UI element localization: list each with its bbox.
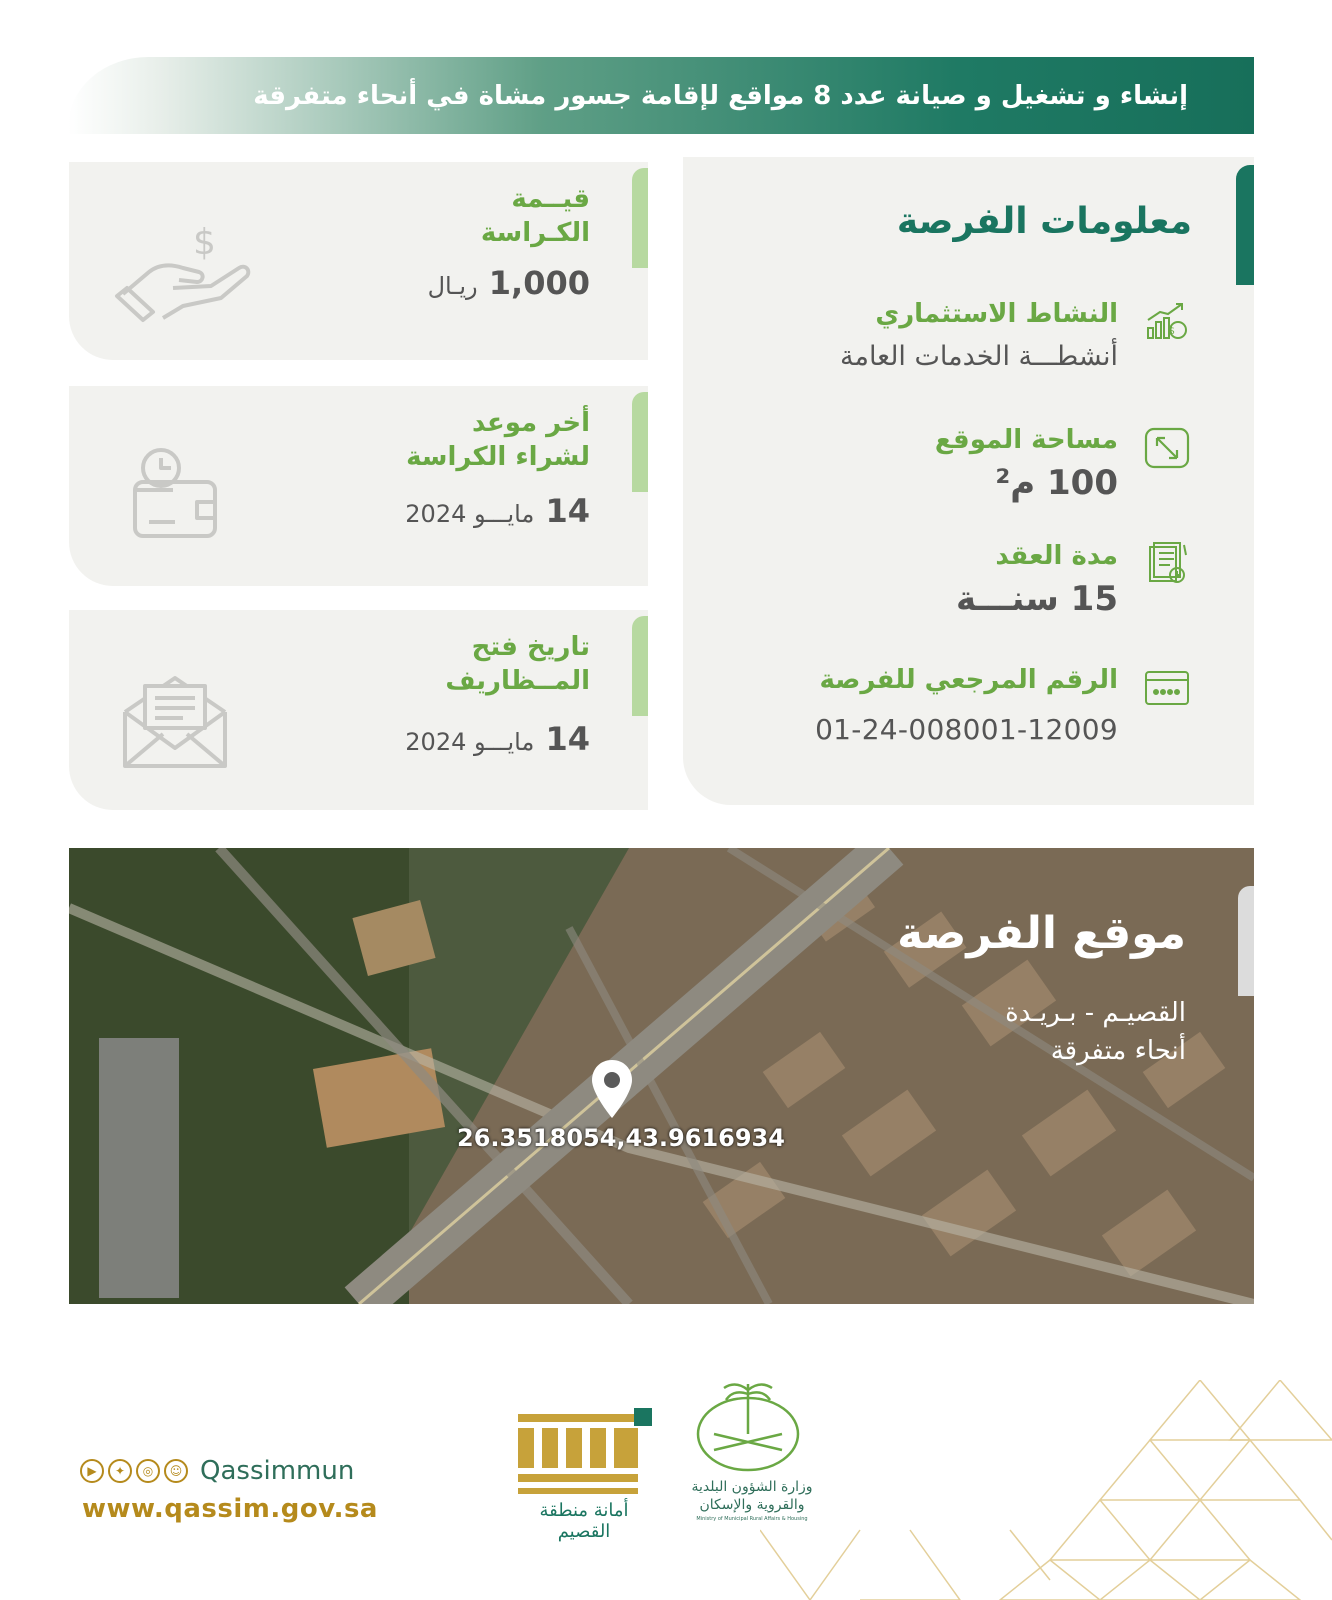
deadline-day: 14: [545, 492, 590, 530]
opening-label-line2: المــظاريف: [445, 666, 590, 696]
duration-row: [732, 541, 1192, 621]
deadline-value: [405, 492, 590, 530]
reference-label: الرقم المرجعي للفرصة: [819, 665, 1118, 695]
snapchat-icon[interactable]: ☺: [164, 1459, 188, 1483]
duration-value: 15 سنـــة: [956, 579, 1118, 619]
instagram-icon[interactable]: ◎: [136, 1459, 160, 1483]
envelopes-opening-card: [69, 610, 648, 810]
booklet-price-card: [69, 162, 648, 360]
map-city: القصيـم - بـريـدة: [1005, 998, 1186, 1028]
resize-arrows-icon: [1142, 425, 1192, 471]
opening-day: 14: [545, 720, 590, 758]
hand-money-icon: [113, 216, 253, 330]
map-area: أنحاء متفرقة: [1050, 1036, 1186, 1066]
growth-chart-icon: [1142, 299, 1192, 345]
opening-label: [290, 630, 590, 698]
price-label-line2: الكـراسة: [480, 218, 590, 248]
decorative-triangle-pattern: [760, 1380, 1332, 1600]
reference-value: 01-24-008001-12009: [815, 713, 1118, 746]
social-handle[interactable]: Qassimmun: [200, 1456, 355, 1486]
panel-accent-bar: [1236, 165, 1254, 285]
activity-label: النشاط الاستثماري: [875, 299, 1118, 329]
info-heading: معلومات الفرصة: [896, 201, 1192, 242]
svg-text:$: $: [193, 222, 216, 263]
ministry-name-line2: والقروية والإسكان: [699, 1497, 805, 1513]
price-unit: ريـال: [427, 272, 478, 300]
location-map[interactable]: [69, 848, 1254, 1304]
twitter-icon[interactable]: ✦: [108, 1459, 132, 1483]
svg-text:$: $: [1168, 326, 1175, 337]
ministry-name-en: Ministry of Municipal Rural Affairs & Housing: [696, 1516, 808, 1522]
area-value: 100 م²: [995, 463, 1118, 503]
purchase-deadline-card: [69, 386, 648, 586]
activity-row: [732, 299, 1192, 379]
deadline-month-year: مايـــو 2024: [405, 500, 535, 528]
price-value: [428, 264, 590, 302]
deadline-label-line2: لشراء الكراسة: [406, 442, 590, 472]
map-accent-bar: [1238, 886, 1254, 996]
ministry-name-line1: وزارة الشؤون البلدية: [691, 1479, 813, 1495]
contract-document-icon: [1142, 541, 1192, 587]
website-link[interactable]: www.qassim.gov.sa: [82, 1494, 378, 1524]
coordinates-label: 26.3518054,43.9616934: [457, 1124, 785, 1152]
card-accent-bar: [632, 616, 648, 716]
opening-value: [405, 720, 590, 758]
duration-label: مدة العقد: [995, 541, 1118, 571]
card-accent-bar: [632, 392, 648, 492]
deadline-label: [290, 406, 590, 474]
opportunity-info-panel: [683, 157, 1254, 805]
page-title: إنشاء و تشغيل و صيانة عدد 8 مواقع لإقامة جسور مشاة في أنحاء متفرقة: [253, 80, 1188, 111]
area-row: [732, 425, 1192, 505]
deadline-label-line1: أخر موعد: [471, 408, 590, 438]
wallet-clock-icon: [113, 446, 223, 550]
card-accent-bar: [632, 168, 648, 268]
password-field-icon: [1142, 665, 1192, 711]
opening-month-year: مايـــو 2024: [405, 728, 535, 756]
youtube-icon[interactable]: ▶: [80, 1459, 104, 1483]
price-label-line1: قيــمة: [511, 184, 590, 214]
social-links: [80, 1456, 354, 1486]
reference-row: [732, 665, 1192, 755]
amana-name: أمانة منطقة القصيم: [539, 1500, 629, 1542]
activity-value: أنشطـــة الخدمات العامة: [840, 341, 1118, 372]
area-label: مساحة الموقع: [934, 425, 1118, 455]
map-title: موقع الفرصة: [897, 908, 1186, 959]
opening-label-line1: تاريخ فتح: [471, 632, 590, 662]
price-label: [290, 182, 590, 250]
header-banner: [68, 57, 1254, 134]
price-amount: 1,000: [488, 264, 590, 302]
envelope-letter-icon: [113, 672, 233, 776]
